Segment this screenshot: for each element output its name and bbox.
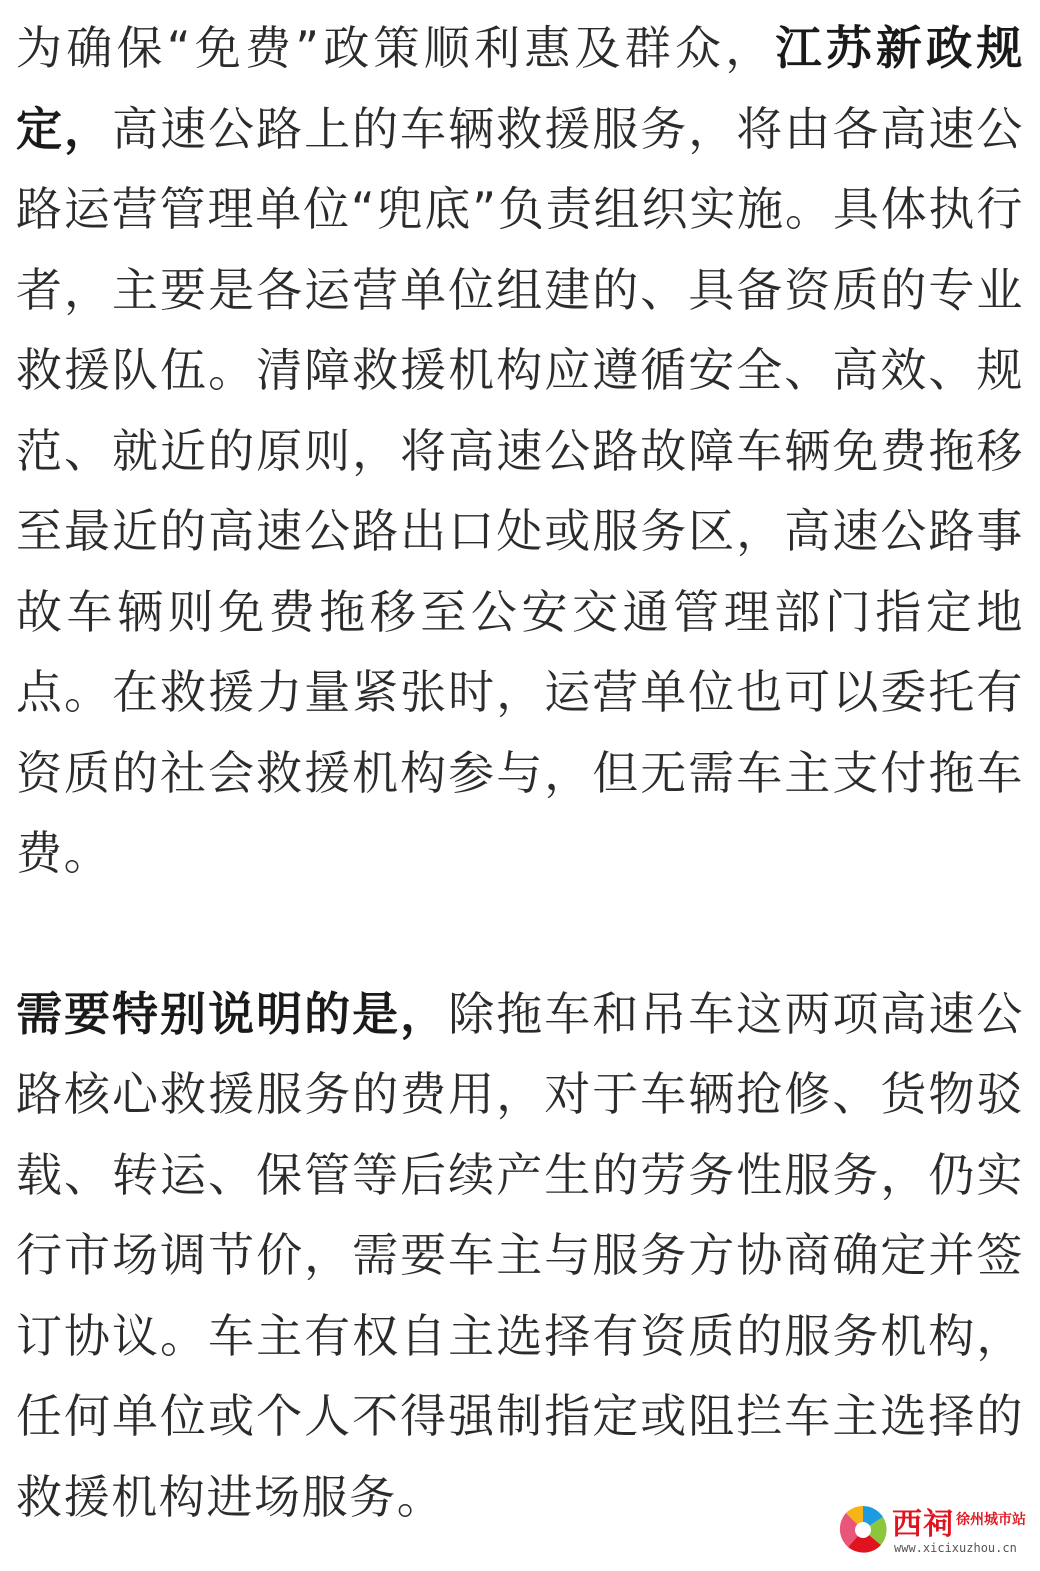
- paragraph-lead-text: 为确保“免费”政策顺利惠及群众，: [16, 21, 776, 75]
- paragraph-bold-text: 需要特别说明的是，: [16, 986, 449, 1041]
- article-body: [16, 8, 1024, 1537]
- watermark-brand: 西祠: [892, 1507, 954, 1542]
- paragraph-special-note: [16, 974, 1024, 1538]
- paragraph-free-rescue-policy: [16, 8, 1024, 894]
- site-watermark: [836, 1497, 1026, 1561]
- xici-logo-icon: [836, 1503, 890, 1557]
- paragraph-bold-text: 江苏新政规定，: [16, 21, 1024, 156]
- watermark-url: www.xicixuzhou.cn: [894, 1541, 1017, 1555]
- watermark-city: 徐州城市站: [956, 1512, 1026, 1528]
- paragraph-body-text: 高速公路上的车辆救援服务，将由各高速公路运营管理单位“兜底”负责组织实施。具体执行者，主要是各运营单位组建的、具备资质的专业救援队伍。清障救援机构应遵循安全、高效、规范、就近的原则，将高速公路故障车辆免费拖移至最近的高速公路出口处或服务区，高速公路事故车辆则免费拖移至公安交通管理部门指定地点。在救援力量紧张时，运营单位也可以委托有资质的社会救援机构参与，但无需车主支付拖车费。: [16, 101, 1024, 880]
- paragraph-body-text: 除拖车和吊车这两项高速公路核心救援服务的费用，对于车辆抢修、货物驳载、转运、保管等后续产生的劳务性服务，仍实行市场调节价，需要车主与服务方协商确定并签订协议。车主有权自主选择有资质的服务机构，任何单位或个人不得强制指定或阻拦车主选择的救援机构进场服务。: [16, 986, 1025, 1524]
